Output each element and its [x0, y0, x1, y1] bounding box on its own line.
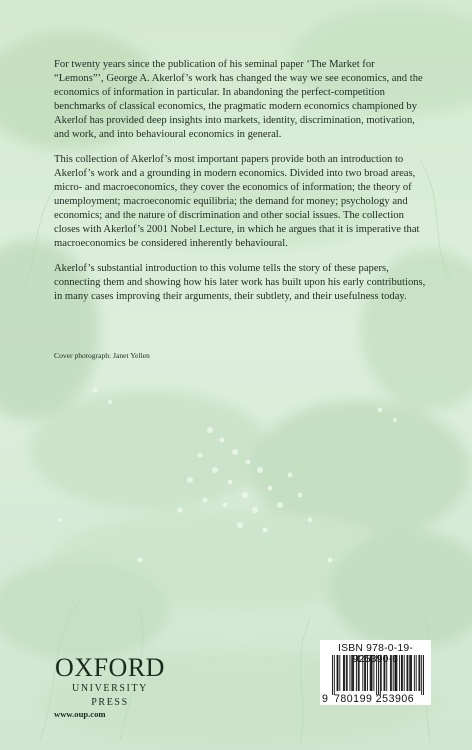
barcode-stripe — [343, 655, 344, 691]
barcode-stripe — [352, 655, 353, 691]
barcode-digit-lead: 9 — [322, 693, 328, 705]
barcode-stripe — [370, 655, 371, 691]
blurb-paragraph-3: Akerlof’s substantial introduction to this volume tells the story of these papers, connecting them and showing how his later work has built upon his early contributions, in many cases improving their arguments, their subtlety, and their usefulness today. — [54, 263, 426, 302]
barcode-stripe — [381, 655, 382, 691]
barcode-stripe — [386, 655, 387, 691]
barcode-stripe — [380, 655, 381, 695]
barcode-stripe — [407, 655, 408, 691]
photo-credit: Cover photograph: Janet Yellen — [54, 351, 150, 360]
barcode-stripe — [384, 655, 385, 691]
barcode-stripe — [359, 655, 360, 691]
barcode-stripe — [419, 655, 420, 691]
barcode-stripe — [339, 655, 340, 691]
publisher-website: www.oup.com — [54, 709, 106, 719]
barcode-stripe — [344, 655, 345, 691]
barcode-stripe — [351, 655, 352, 691]
barcode-stripe — [358, 655, 359, 691]
barcode-stripe — [390, 655, 391, 691]
barcode-stripe — [373, 655, 374, 691]
barcode-stripe — [402, 655, 403, 691]
barcode-stripe — [334, 655, 335, 695]
barcode-stripe — [367, 655, 368, 691]
barcode-stripe — [410, 655, 411, 691]
barcode-stripe — [395, 655, 396, 691]
barcode-stripe — [395, 655, 396, 691]
isbn-label: ISBN 978-0-19-925390-6 — [338, 643, 413, 665]
barcode-stripe — [396, 655, 397, 691]
blurb-paragraph-1: For twenty years since the publication of his seminal paper ‘The Market for “Lemons”’, George A. Akerlof’s work has changed the way we see economics, and the economics of information in particular. In abandoning the perfect-competition benchmarks of classical economics, the pragmatic modern economics championed by Akerlof has provided deep insights into markets, identity, discrimination, motivation, and work, and into behavioural economics in general. — [54, 59, 423, 140]
barcode-stripe — [393, 655, 394, 691]
barcode-digits-rest: 780199 253906 — [334, 693, 415, 705]
barcode-bars — [320, 655, 431, 695]
barcode-stripe — [337, 655, 338, 691]
barcode-stripe — [391, 655, 392, 691]
barcode-stripe — [414, 655, 415, 691]
barcode-stripe — [356, 655, 357, 691]
barcode-stripe — [353, 655, 354, 691]
barcode-stripe — [332, 655, 333, 695]
barcode-stripe — [372, 655, 373, 691]
barcode-stripe — [347, 655, 348, 691]
barcode-stripe — [365, 655, 366, 691]
publisher-logo — [54, 655, 166, 710]
barcode-stripe — [349, 655, 350, 691]
blurb — [54, 58, 426, 315]
barcode-stripe — [346, 655, 347, 691]
barcode-stripe — [404, 655, 405, 691]
barcode — [320, 640, 431, 705]
barcode-stripe — [416, 655, 417, 691]
blurb-paragraph-2: This collection of Akerlof’s most important papers provide both an introduction to Akerlof’s work and a grounding in modern economics. Divided into two broad areas, micro- and macroeconomics, they cover the economics of information; the theory of unemployment; macroeconomic equilibria; the demand for money; psychology and economics; and the nature of discrimination and other social issues. The collection closes with Akerlof’s 2001 Nobel Lecture, in which he argues that it is imperative that macroeconomics be considered inherently behavioural. — [54, 154, 420, 249]
barcode-stripe — [399, 655, 400, 691]
barcode-stripe — [338, 655, 339, 691]
barcode-stripe — [407, 655, 408, 691]
publisher-press: UNIVERSITY PRESS — [72, 683, 148, 708]
barcode-stripe — [421, 655, 422, 695]
barcode-stripe — [401, 655, 402, 691]
barcode-stripe — [364, 655, 365, 691]
barcode-stripe — [376, 655, 377, 695]
barcode-stripe — [371, 655, 372, 691]
barcode-stripe — [411, 655, 412, 691]
barcode-stripe — [409, 655, 410, 691]
barcode-stripe — [418, 655, 419, 691]
barcode-stripe — [378, 655, 379, 695]
publisher-name: OXFORD — [55, 653, 165, 682]
barcode-stripe — [423, 655, 424, 695]
barcode-stripe — [362, 655, 363, 691]
barcode-stripe — [384, 655, 385, 691]
